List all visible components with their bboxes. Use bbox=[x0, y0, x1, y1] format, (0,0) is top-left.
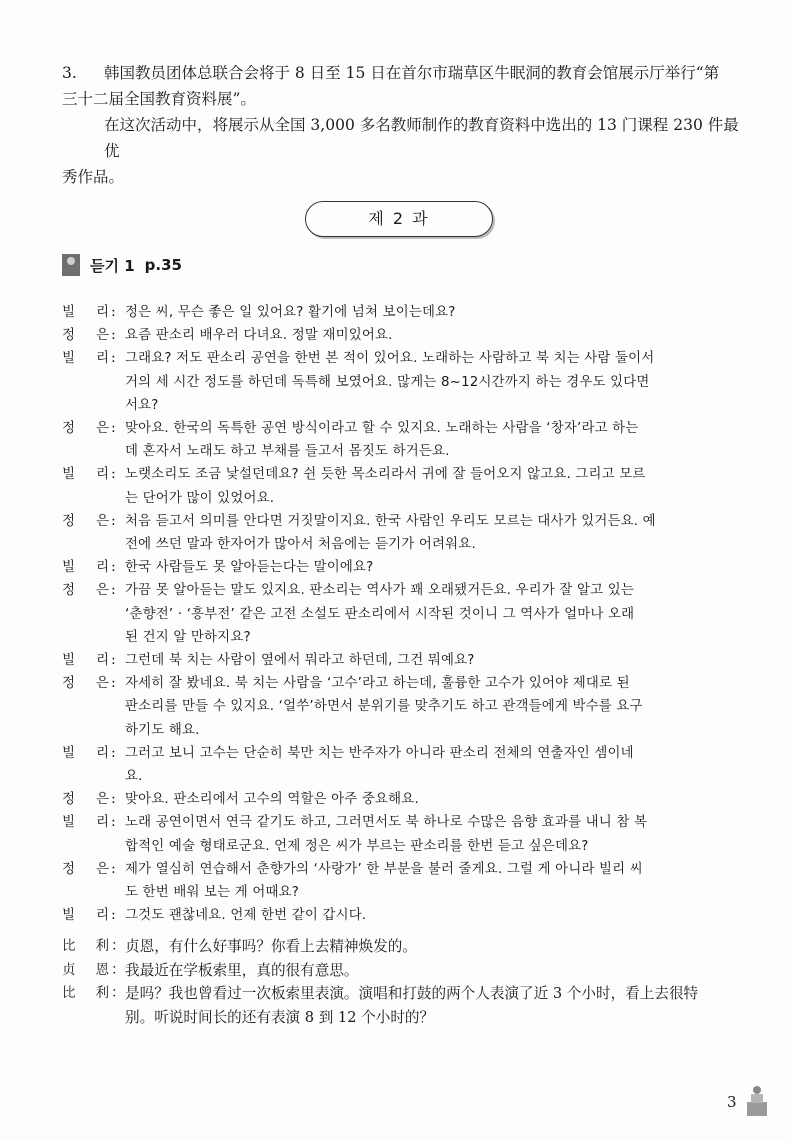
speaker-colon: : bbox=[111, 860, 116, 877]
translation-line bbox=[62, 935, 752, 959]
speaker-label: 빌 리 bbox=[62, 350, 109, 367]
dialog-line bbox=[62, 394, 752, 417]
line-text: 한국 사람들도 못 알아듣는다는 말이에요? bbox=[125, 560, 374, 576]
speaker-colon: : bbox=[111, 675, 116, 692]
line-text: ‘춘향전’ · ‘흥부전’ 같은 고전 소설도 판소리에서 시작된 것이니 그 역사가 얼마나 오래 bbox=[125, 606, 635, 622]
dialog-line bbox=[62, 904, 752, 927]
speaker-label: 贞 恩 bbox=[62, 961, 109, 978]
section-page-ref: p.35 bbox=[144, 256, 182, 274]
speaker-colon: : bbox=[111, 814, 116, 831]
speaker-label bbox=[62, 603, 111, 626]
line-text: 我最近在学板索里，真的很有意思。 bbox=[125, 961, 359, 979]
dialog-line bbox=[62, 510, 752, 533]
dialog-line bbox=[62, 579, 752, 602]
line-text: 거의 세 시간 정도를 하던데 독특해 보였어요. 많게는 8~12시간까지 하는 경우도 있다면 bbox=[125, 374, 650, 390]
intro-para2-cont: 秀作品。 bbox=[62, 168, 125, 186]
dialog-line bbox=[62, 881, 752, 904]
speaker-colon: : bbox=[111, 512, 116, 529]
speaker-colon: : bbox=[111, 350, 116, 367]
section-title: 듣기 1 bbox=[90, 256, 135, 275]
speaker-colon: : bbox=[111, 466, 116, 483]
speaker-label bbox=[62, 719, 111, 742]
speaker-label bbox=[62, 440, 111, 463]
listening-figure-icon bbox=[62, 254, 80, 276]
speaker-label: 빌 리 bbox=[62, 304, 109, 320]
speaker-label: 比 利 bbox=[62, 938, 109, 955]
line-text: 노래 공연이면서 연극 같기도 하고, 그러면서도 북 하나로 수많은 음향 효과를 내니 참 복 bbox=[125, 815, 648, 831]
dialog-line bbox=[62, 533, 752, 556]
speaker-label: 빌 리 bbox=[62, 907, 109, 924]
speaker-colon: : bbox=[111, 559, 116, 576]
speaker-colon: : bbox=[111, 652, 116, 669]
dialog-line bbox=[62, 695, 752, 718]
line-text: 도 한번 배워 보는 게 어때요? bbox=[125, 885, 300, 901]
speaker-label bbox=[62, 533, 111, 556]
dialog-line bbox=[62, 603, 752, 626]
speaker-label bbox=[62, 835, 111, 858]
page-number: 3 bbox=[727, 1093, 737, 1111]
dialog-line bbox=[62, 626, 752, 649]
speaker-label: 빌 리 bbox=[62, 466, 109, 483]
line-text: 자세히 잘 봤네요. 북 치는 사람을 ‘고수’라고 하는데, 훌륭한 고수가 있어야 제대로 된 bbox=[125, 676, 630, 692]
speaker-colon: : bbox=[111, 327, 116, 344]
line-text: 판소리를 만들 수 있지요. ‘얼쑤’하면서 분위기를 맞추기도 하고 관객들에게 박수를 요구 bbox=[125, 699, 643, 715]
line-text: 그래요? 저도 판소리 공연을 한번 본 적이 있어요. 노래하는 사람하고 북 치는 사람 둘이서 bbox=[125, 351, 655, 367]
speaker-label bbox=[62, 371, 111, 394]
speaker-colon: ： bbox=[111, 961, 126, 978]
translation-line bbox=[62, 982, 752, 1006]
line-text: 데 혼자서 노래도 하고 부채를 들고서 몸짓도 하거든요. bbox=[125, 444, 450, 460]
line-text: 서요? bbox=[125, 397, 159, 413]
speaker-label bbox=[62, 765, 111, 788]
dialog-line bbox=[62, 417, 752, 440]
speaker-label bbox=[62, 626, 111, 649]
intro-para2: 在这次活动中，将展示从全国 3,000 多名教师制作的教育资料中选出的 13 门课程 230 件最优 bbox=[104, 116, 739, 160]
dialog-line bbox=[62, 301, 752, 324]
speaker-colon: : bbox=[111, 791, 116, 808]
line-text: 是吗？我也曾看过一次板索里表演。演唱和打鼓的两个人表演了近 3 个小时，看上去很特 bbox=[125, 985, 699, 1003]
speaker-label: 정 은 bbox=[62, 420, 109, 437]
dialog-line bbox=[62, 765, 752, 788]
line-text: 그런데 북 치는 사람이 옆에서 뭐라고 하던데, 그건 뭐예요? bbox=[125, 653, 475, 669]
section-gap bbox=[62, 927, 752, 935]
dialog-line bbox=[62, 487, 752, 510]
line-text: 가끔 못 알아듣는 말도 있지요. 판소리는 역사가 꽤 오래됐거든요. 우리가 잘 알고 있는 bbox=[125, 583, 634, 599]
line-text: 노랫소리도 조금 낯설던데요? 쉰 듯한 목소리라서 귀에 잘 들어오지 않고요. 그리고 모르 bbox=[125, 467, 646, 483]
speaker-colon: : bbox=[111, 907, 116, 924]
speaker-colon: : bbox=[111, 582, 116, 599]
translation-line bbox=[62, 1006, 752, 1030]
line-text: 贞恩，有什么好事吗？你看上去精神焕发的。 bbox=[125, 938, 417, 956]
lesson-title: 제 2 과 bbox=[305, 201, 493, 237]
line-text: 그러고 보니 고수는 단순히 북만 치는 반주자가 아니라 판소리 전체의 연출자인 셈이네 bbox=[125, 745, 634, 761]
corner-ornament-icon bbox=[744, 1084, 770, 1118]
intro-para1-cont: 三十二届全国教育资料展”。 bbox=[62, 90, 256, 108]
dialog-line bbox=[62, 858, 752, 881]
line-text: 别。听说时间长的还有表演 8 到 12 个小时的？ bbox=[125, 1008, 435, 1026]
dialog-line bbox=[62, 324, 752, 347]
dialog-line bbox=[62, 649, 752, 672]
line-text: 그것도 괜찮네요. 언제 한번 같이 갑시다. bbox=[125, 908, 367, 924]
speaker-label: 빌 리 bbox=[62, 814, 109, 831]
speaker-colon: ： bbox=[111, 938, 126, 955]
dialog-line bbox=[62, 811, 752, 834]
speaker-label: 정 은 bbox=[62, 582, 109, 599]
translation-line bbox=[62, 959, 752, 983]
dialog-transcript bbox=[62, 301, 752, 1029]
dialog-line bbox=[62, 719, 752, 742]
dialog-line bbox=[62, 440, 752, 463]
item-number: 3. bbox=[62, 64, 77, 82]
section-heading bbox=[62, 253, 182, 277]
line-text: 전에 쓰던 말과 한자어가 많아서 처음에는 듣기가 어려워요. bbox=[125, 537, 476, 553]
line-text: 요. bbox=[125, 769, 143, 785]
line-text: 정은 씨, 무슨 좋은 일 있어요? 활기에 넘쳐 보이는데요? bbox=[125, 305, 456, 320]
speaker-label: 정 은 bbox=[62, 327, 109, 344]
intro-item-3 bbox=[62, 60, 752, 190]
dialog-line bbox=[62, 835, 752, 858]
speaker-label bbox=[62, 1006, 111, 1030]
speaker-label bbox=[62, 881, 111, 904]
dialog-line bbox=[62, 371, 752, 394]
line-text: 제가 열심히 연습해서 춘향가의 ‘사랑가’ 한 부분을 불러 줄게요. 그럴 게 아니라 빌리 씨 bbox=[125, 861, 643, 877]
speaker-colon: : bbox=[111, 744, 116, 761]
speaker-colon: : bbox=[111, 420, 116, 437]
speaker-label bbox=[62, 487, 111, 510]
dialog-line bbox=[62, 463, 752, 486]
speaker-label: 빌 리 bbox=[62, 559, 109, 576]
speaker-label: 정 은 bbox=[62, 791, 109, 808]
line-text: 맞아요. 한국의 독특한 공연 방식이라고 할 수 있지요. 노래하는 사람을 ‘창자’라고 하는 bbox=[125, 421, 639, 437]
dialog-line bbox=[62, 672, 752, 695]
speaker-label: 정 은 bbox=[62, 512, 109, 529]
dialog-line bbox=[62, 742, 752, 765]
speaker-colon: ： bbox=[111, 985, 126, 1002]
line-text: 합적인 예술 형태로군요. 언제 정은 씨가 부르는 판소리를 한번 듣고 싶은데요? bbox=[125, 838, 589, 854]
speaker-label bbox=[62, 394, 111, 417]
speaker-label: 빌 리 bbox=[62, 652, 109, 669]
speaker-label: 정 은 bbox=[62, 860, 109, 877]
line-text: 는 단어가 많이 있었어요. bbox=[125, 490, 275, 506]
line-text: 맞아요. 판소리에서 고수의 역할은 아주 중요해요. bbox=[125, 792, 419, 808]
intro-para1: 3. 韩国教员团体总联合会将于 8 日至 15 日在首尔市瑞草区牛眠洞的教育会馆展示厅举行“第 bbox=[62, 60, 752, 86]
speaker-label: 정 은 bbox=[62, 675, 109, 692]
dialog-line bbox=[62, 556, 752, 579]
line-text: 처음 듣고서 의미를 안다면 거짓말이지요. 한국 사람인 우리도 모르는 대사가 있거든요. 예 bbox=[125, 513, 656, 529]
speaker-label: 比 利 bbox=[62, 985, 109, 1002]
line-text: 된 건지 알 만하지요? bbox=[125, 629, 251, 645]
speaker-label: 빌 리 bbox=[62, 744, 109, 761]
speaker-colon: : bbox=[111, 304, 116, 320]
dialog-line bbox=[62, 788, 752, 811]
line-text: 하기도 해요. bbox=[125, 722, 200, 738]
speaker-label bbox=[62, 695, 111, 718]
dialog-line bbox=[62, 347, 752, 370]
line-text: 요즘 판소리 배우러 다녀요. 정말 재미있어요. bbox=[125, 328, 393, 344]
